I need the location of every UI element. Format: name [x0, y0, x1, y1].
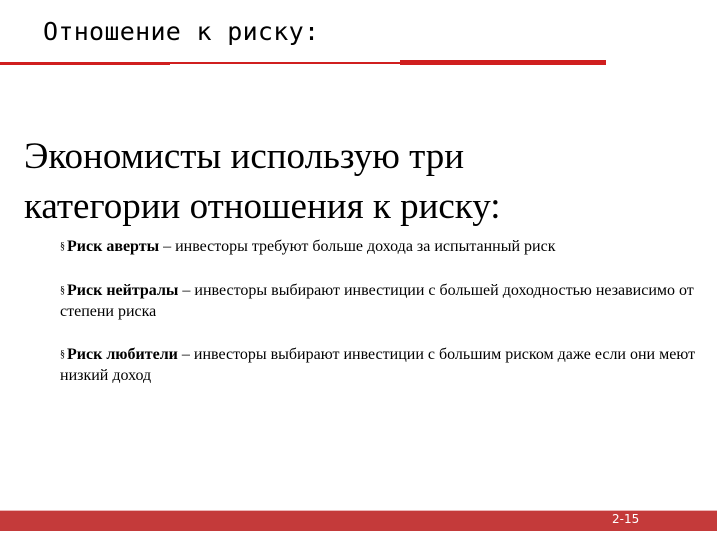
bullet-item-risk-averse: [60, 236, 710, 257]
bullet-marker-icon: §: [60, 349, 65, 360]
bullet-text: – инвесторы выбирают инвестиции с большим риском даже если они меют низкий доход: [60, 346, 696, 384]
title-underline-middle: [170, 62, 400, 64]
bullet-text: – инвесторы требуют больше дохода за испытанный риск: [159, 238, 556, 255]
lead-text: [24, 132, 704, 232]
bullet-text: – инвесторы выбирают инвестиции с большей доходностью независимо от степени риска: [60, 282, 694, 320]
bullet-term: Риск любители: [67, 346, 178, 363]
footer-bar: [0, 510, 717, 531]
bullet-marker-icon: §: [60, 285, 65, 296]
bullet-term: Риск нейтралы: [67, 282, 179, 299]
bullet-term: Риск аверты: [67, 238, 160, 255]
slide-title: Отношение к риску:: [43, 17, 320, 46]
title-underline-left: [0, 62, 170, 65]
bullet-item-risk-lover: [60, 344, 710, 386]
lead-line-1: Экономисты использую три: [24, 136, 465, 177]
title-underline-right: [400, 60, 606, 65]
page-number: 2-15: [612, 512, 640, 526]
bullet-marker-icon: §: [60, 241, 65, 252]
bullet-item-risk-neutral: [60, 280, 710, 322]
lead-line-2: категории отношения к риску:: [24, 186, 501, 227]
